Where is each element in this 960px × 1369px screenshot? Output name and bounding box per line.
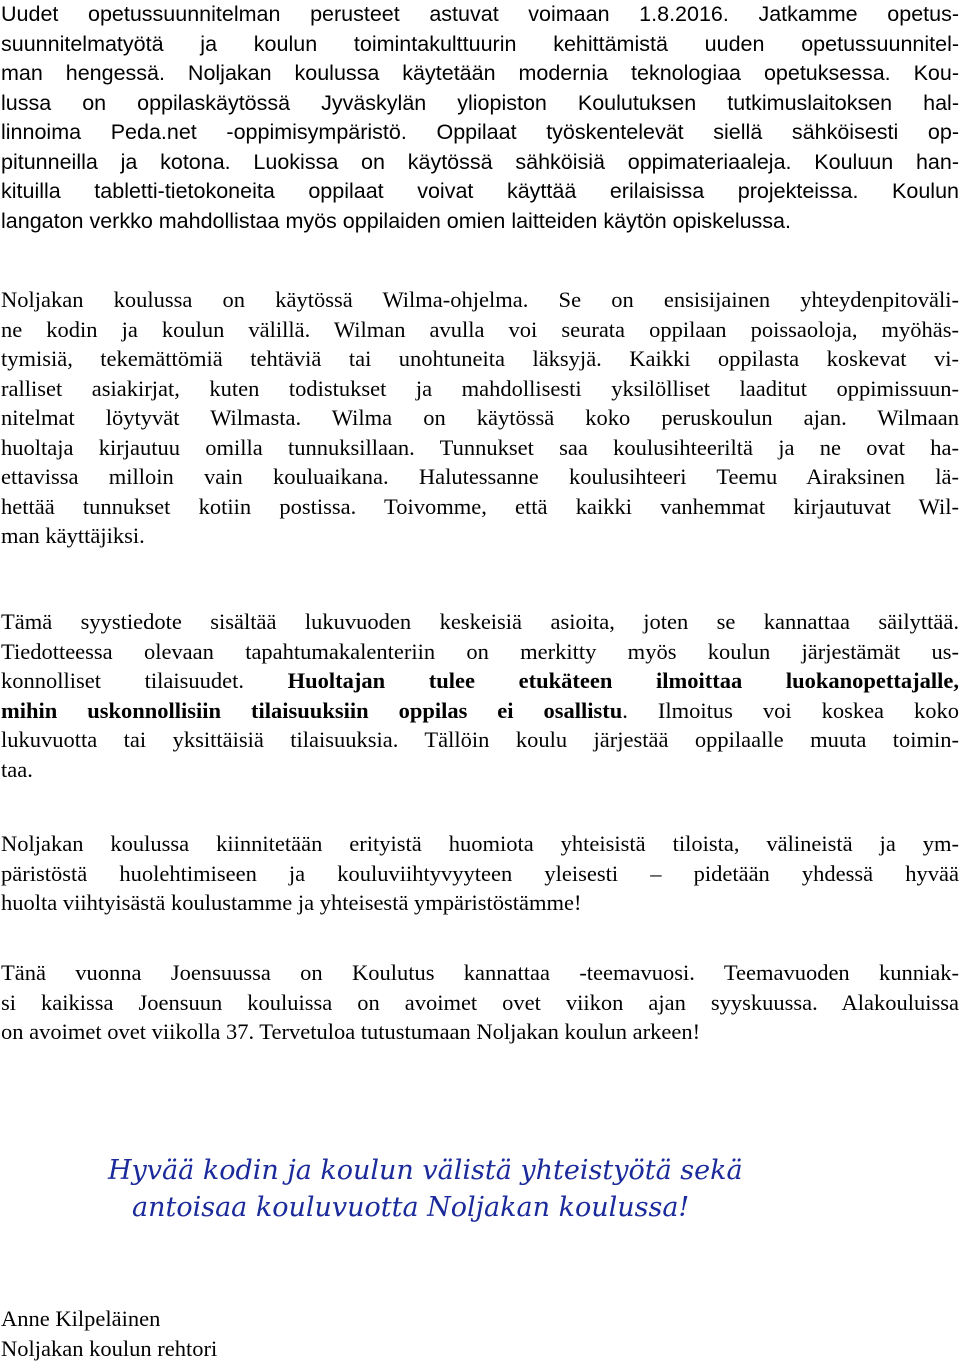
text-line: nitelmat löytyvät Wilmasta. Wilma on käytössä koko peruskoulun ajan. Wilmaan: [1, 405, 959, 430]
text-line: ne kodin ja koulun välillä. Wilman avulla voi seurata oppilaan poissaoloja, myöhäs-: [1, 316, 959, 342]
text-line: [1, 666, 959, 696]
paragraph-environment: [1, 829, 959, 918]
text-line: si kaikissa Joensuun kouluissa on avoimet ovet viikon ajan syyskuussa. Alakouluissa: [1, 989, 959, 1015]
emphasis-notice: Huoltajan tulee etukäteen ilmoittaa luokanopettajalle,: [287, 668, 959, 693]
text-line: Tiedotteessa olevaan tapahtumakalenteriin on merkitty myös koulun järjestämät us-: [1, 638, 959, 664]
paragraph-religious-events: [1, 607, 959, 784]
text-line: linnoima Peda.net -oppimisympäristö. Oppilaat työskentelevät siellä sähköisesti op-: [1, 120, 959, 144]
text-line: [1, 696, 959, 726]
text-normal: konnolliset tilaisuudet.: [1, 668, 288, 693]
text-line: Tänä vuonna Joensuussa on Koulutus kannattaa -teemavuosi. Teemavuoden kunniak-: [1, 960, 959, 985]
text-line: man käyttäjiksi.: [1, 523, 145, 548]
emphasis-notice: mihin uskonnollisiin tilaisuuksiin oppilas ei osallistu: [1, 697, 623, 723]
text-line: pitunneilla ja kotona. Luokissa on käytössä sähköisiä oppimateriaaleja. Kouluun han-: [1, 149, 959, 174]
text-line: huoltaja kirjautuu omilla tunnuksillaan. Tunnukset saa koulusihteeriltä ja ne ovat ha-: [1, 434, 959, 460]
greeting: [108, 1152, 868, 1226]
text-line: on avoimet ovet viikolla 37. Tervetuloa tutustumaan Noljakan koulun arkeen!: [1, 1019, 701, 1044]
text-line: tymisiä, tekemättömiä tehtäviä tai unohtuneita läksyjä. Kaikki oppilasta koskevat vi-: [1, 346, 959, 371]
text-line: Tämä syystiedote sisältää lukuvuoden keskeisiä asioita, joten se kannattaa säilyttää.: [1, 609, 959, 634]
text-line: langaton verkko mahdollistaa myös oppilaiden omien laitteiden käytön opiskelussa.: [1, 208, 791, 233]
text-normal: . Ilmoitus voi koskea koko: [622, 697, 960, 723]
paragraph-curriculum: [1, 0, 959, 236]
text-line: kituilla tabletti-tietokoneita oppilaat voivat käyttää erilaisissa projekteissa. Koulun: [1, 179, 959, 203]
text-line: Noljakan koulussa kiinnitetään erityistä huomiota yhteisistä tiloista, välineistä ja ym-: [1, 831, 959, 856]
signature-name: Anne Kilpeläinen: [1, 1306, 161, 1331]
signature: [1, 1304, 217, 1364]
paragraph-theme-year: [1, 958, 959, 1047]
text-line: päristöstä huolehtimiseen ja kouluviihtyvyyteen yleisesti – pidetään yhdessä hyvää: [1, 860, 959, 886]
greeting-line: Hyvää kodin ja koulun välistä yhteistyötä sekä: [108, 1155, 743, 1186]
text-line: Uudet opetussuunnitelman perusteet astuvat voimaan 1.8.2016. Jatkamme opetus-: [1, 2, 959, 26]
paragraph-wilma: [1, 285, 959, 551]
text-line: ralliset asiakirjat, kuten todistukset ja mahdollisesti yksilölliset laaditut oppimissuun-: [1, 375, 959, 401]
text-line: huolta viihtyisästä koulustamme ja yhteisestä ympäristöstämme!: [1, 890, 582, 915]
greeting-line: antoisaa kouluvuotta Noljakan koulussa!: [132, 1192, 690, 1223]
signature-title: Noljakan koulun rehtori: [1, 1336, 218, 1361]
text-line: suunnitelmatyötä ja koulun toimintakulttuurin kehittämistä uuden opetussuunnitel-: [1, 31, 959, 56]
text-line: Noljakan koulussa on käytössä Wilma-ohjelma. Se on ensisijainen yhteydenpitoväli-: [1, 287, 959, 312]
text-line: taa.: [1, 756, 33, 782]
text-line: hettää tunnukset kotiin postissa. Toivomme, että kaikki vanhemmat kirjautuvat Wil-: [1, 493, 959, 519]
text-line: ettavissa milloin vain kouluaikana. Halutessanne koulusihteeri Teemu Airaksinen lä-: [1, 464, 959, 489]
text-line: lukuvuotta tai yksittäisiä tilaisuuksia. Tällöin koulu järjestää oppilaalle muuta toimin-: [1, 727, 959, 752]
text-line: lussa on oppilaskäytössä Jyväskylän yliopiston Koulutuksen tutkimuslaitoksen hal-: [1, 90, 959, 115]
text-line: man hengessä. Noljakan koulussa käytetään modernia teknologiaa opetuksessa. Kou-: [1, 61, 959, 85]
